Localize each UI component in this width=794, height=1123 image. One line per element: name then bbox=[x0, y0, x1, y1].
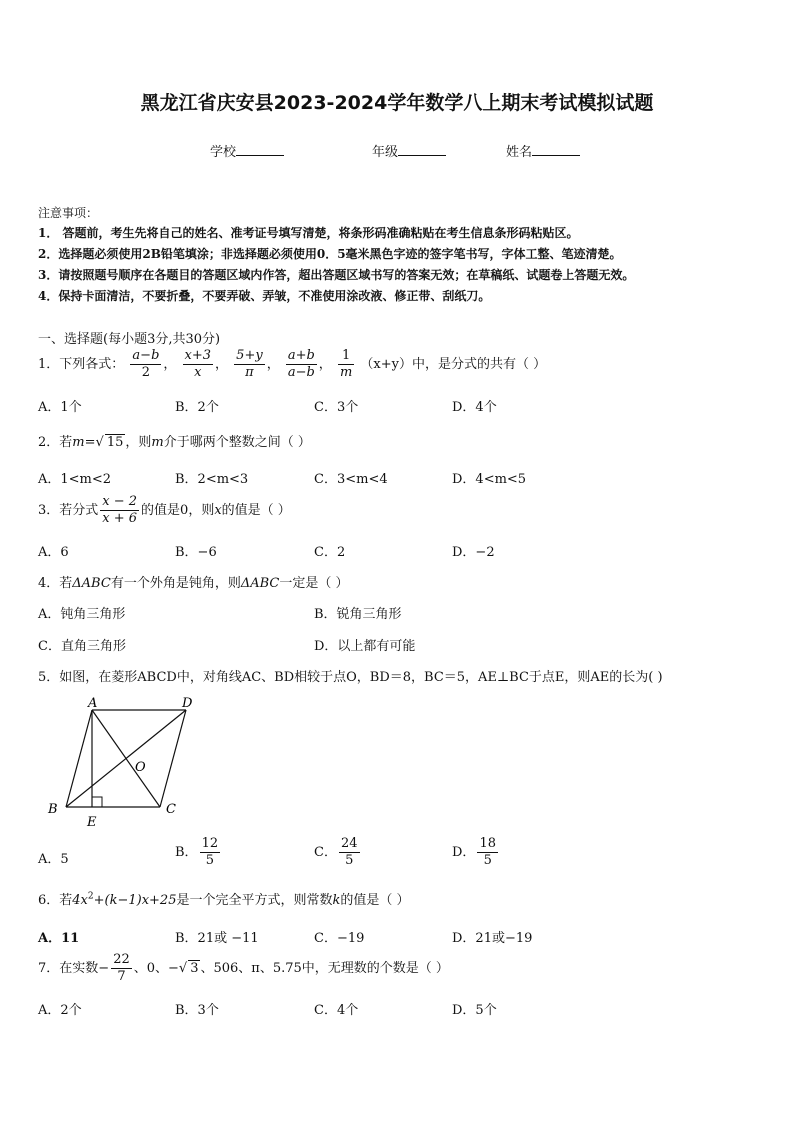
option-label: D． bbox=[452, 845, 476, 860]
question-6 bbox=[38, 889, 410, 908]
label-d: D bbox=[182, 696, 193, 711]
sqrt-symbol: √ bbox=[178, 961, 188, 976]
q1-option-b[interactable]: B．2个 bbox=[175, 400, 219, 415]
q7-option-a[interactable]: A．2个 bbox=[38, 1003, 82, 1018]
q1-prefix: 1．下列各式： bbox=[38, 357, 125, 372]
notes-heading: 注意事项： bbox=[38, 206, 99, 220]
grade-field[interactable] bbox=[372, 141, 446, 160]
name-field[interactable] bbox=[506, 141, 580, 160]
fraction: $\frac{18}{5}$ bbox=[479, 836, 496, 868]
var-k: k bbox=[332, 893, 341, 908]
section-heading: 一、选择题(每小题3分,共30分) bbox=[38, 332, 221, 347]
var-x: x bbox=[214, 503, 222, 518]
label-o: O bbox=[135, 760, 146, 775]
q5-option-b[interactable] bbox=[175, 836, 222, 869]
q4-option-d[interactable]: D．以上都有可能 bbox=[314, 639, 416, 654]
exponent: 2 bbox=[87, 891, 94, 902]
note-item: 4．保持卡面清洁，不要折叠，不要弄破、弄皱，不准使用涂改液、修正带、刮纸刀。 bbox=[38, 289, 491, 303]
school-field[interactable] bbox=[210, 141, 284, 160]
q4-mid: 有一个外角是钝角，则 bbox=[110, 576, 241, 591]
q7-mid: 、506、π、5.75中，无理数的个数是（ ） bbox=[200, 961, 449, 976]
q2-eq: = bbox=[84, 435, 96, 450]
fraction: $\frac{x - 2}{x + 6}$ bbox=[102, 494, 138, 526]
question-3 bbox=[38, 494, 291, 527]
q4-option-c[interactable]: C．直角三角形 bbox=[38, 639, 126, 654]
note-item: 2．选择题必须使用2B铅笔填涂；非选择题必须使用0．5毫米黑色字迹的签字笔书写，字体工整、笔迹清楚。 bbox=[38, 247, 622, 261]
q2-mid: ，则 bbox=[125, 435, 152, 450]
q1-suffix: （x+y）中，是分式的共有（ ） bbox=[360, 357, 547, 372]
sqrt-radicand: 3 bbox=[190, 961, 199, 976]
q6-prefix: 6．若 bbox=[38, 893, 73, 908]
fraction: $\frac{5+y}{\pi}$ bbox=[236, 348, 263, 380]
rhombus-figure bbox=[40, 695, 210, 830]
q1-option-c[interactable]: C．3个 bbox=[314, 400, 359, 415]
q6-suffix: 的值是（ ） bbox=[340, 893, 410, 908]
minus-sign: − bbox=[98, 961, 110, 976]
q2-option-d[interactable]: D．4<m<5 bbox=[452, 472, 527, 487]
label-e: E bbox=[87, 815, 97, 830]
fraction: $\frac{a-b}{2}$ bbox=[132, 348, 160, 380]
q4-option-a[interactable]: A．钝角三角形 bbox=[38, 607, 126, 622]
option-label: B． bbox=[175, 845, 198, 860]
q7-mid: 、0、− bbox=[133, 961, 179, 976]
q6-option-d[interactable]: D．21或−19 bbox=[452, 931, 533, 946]
fraction: $\frac{22}{7}$ bbox=[113, 952, 130, 984]
q4-option-b[interactable]: B．锐角三角形 bbox=[314, 607, 402, 622]
fraction: $\frac{1}{m}$ bbox=[339, 348, 353, 380]
right-angle-mark bbox=[92, 797, 102, 807]
var-m: m bbox=[151, 435, 164, 450]
q5-option-c[interactable] bbox=[314, 836, 362, 869]
school-label: 学校 bbox=[210, 145, 237, 160]
q3-prefix: 3．若分式 bbox=[38, 503, 99, 518]
q5-option-d[interactable] bbox=[452, 836, 500, 869]
grade-blank[interactable] bbox=[398, 143, 446, 156]
note-item: 1． 答题前，考生先将自己的姓名、准考证号填写清楚，将条形码准确粘贴在考生信息条形码粘贴区。 bbox=[38, 226, 579, 240]
side-ba bbox=[66, 710, 92, 807]
label-b: B bbox=[48, 802, 58, 817]
sqrt-radicand: 15 bbox=[106, 435, 124, 450]
q1-option-d[interactable]: D．4个 bbox=[452, 400, 497, 415]
sqrt-symbol: √ bbox=[95, 435, 104, 450]
expr-part: +(k−1)x+25 bbox=[93, 893, 177, 908]
q7-option-d[interactable]: D．5个 bbox=[452, 1003, 497, 1018]
triangle-abc: ΔABC bbox=[240, 576, 280, 591]
q2-option-b[interactable]: B．2<m<3 bbox=[175, 472, 249, 487]
grade-label: 年级 bbox=[372, 145, 399, 160]
q3-option-c[interactable]: C．2 bbox=[314, 545, 346, 560]
side-dc bbox=[160, 710, 186, 807]
question-7 bbox=[38, 952, 449, 985]
q2-option-a[interactable]: A．1<m<2 bbox=[38, 472, 112, 487]
q2-option-c[interactable]: C．3<m<4 bbox=[314, 472, 388, 487]
q3-suffix: 的值是（ ） bbox=[221, 503, 291, 518]
q5-option-a[interactable]: A．5 bbox=[38, 852, 69, 867]
q3-option-b[interactable]: B．−6 bbox=[175, 545, 217, 560]
q6-option-a[interactable]: A．11 bbox=[38, 931, 80, 946]
question-5: 5．如图，在菱形ABCD中，对角线AC、BD相较于点O，BD＝8，BC＝5，AE⊥BC于点E，则AE的长为( ) bbox=[38, 670, 663, 685]
q4-suffix: 一定是（ ） bbox=[279, 576, 349, 591]
expr-part: 4x bbox=[72, 893, 88, 908]
q3-mid: 的值是0，则 bbox=[141, 503, 215, 518]
q6-option-b[interactable]: B．21或 −11 bbox=[175, 931, 259, 946]
q4-prefix: 4．若 bbox=[38, 576, 73, 591]
label-a: A bbox=[88, 696, 98, 711]
page-title: 黑龙江省庆安县2023-2024学年数学八上期末考试模拟试题 bbox=[140, 92, 654, 114]
q2-suffix: 介于哪两个整数之间（ ） bbox=[163, 435, 311, 450]
q6-option-c[interactable]: C．−19 bbox=[314, 931, 365, 946]
var-m: m bbox=[72, 435, 85, 450]
option-label: C． bbox=[314, 845, 337, 860]
school-blank[interactable] bbox=[236, 143, 284, 156]
q7-prefix: 7．在实数 bbox=[38, 961, 99, 976]
fraction: $\frac{x+3}{x}$ bbox=[184, 348, 212, 380]
label-c: C bbox=[166, 802, 176, 817]
name-blank[interactable] bbox=[532, 143, 580, 156]
fraction: $\frac{a+b}{a-b}$ bbox=[287, 348, 315, 380]
name-label: 姓名 bbox=[506, 145, 533, 160]
q7-option-b[interactable]: B．3个 bbox=[175, 1003, 219, 1018]
q7-option-c[interactable]: C．4个 bbox=[314, 1003, 359, 1018]
question-4 bbox=[38, 572, 349, 591]
question-2 bbox=[38, 431, 311, 450]
q1-option-a[interactable]: A．1个 bbox=[38, 400, 82, 415]
q3-option-a[interactable]: A．6 bbox=[38, 545, 69, 560]
q2-prefix: 2．若 bbox=[38, 435, 73, 450]
note-item: 3．请按照题号顺序在各题目的答题区域内作答，超出答题区域书写的答案无效；在草稿纸、试题卷上答题无效。 bbox=[38, 268, 635, 282]
triangle-abc: ΔABC bbox=[72, 576, 111, 591]
diagonal-bd bbox=[66, 710, 186, 807]
q3-option-d[interactable]: D．−2 bbox=[452, 545, 495, 560]
question-1: 1．下列各式： $\frac{a-b}{2}$ ， $\frac{x+3}{x}$ ， $\frac{5+y}{\pi}$ ， $\frac{a+b}{a-b}$ ， $\frac{1}{m}$ （x+y）中，是分式的共有（ ） bbox=[38, 348, 547, 380]
q6-mid: 是一个完全平方式，则常数 bbox=[176, 893, 333, 908]
fraction: $\frac{24}{5}$ bbox=[340, 836, 358, 868]
fraction: $\frac{12}{5}$ bbox=[201, 836, 219, 868]
